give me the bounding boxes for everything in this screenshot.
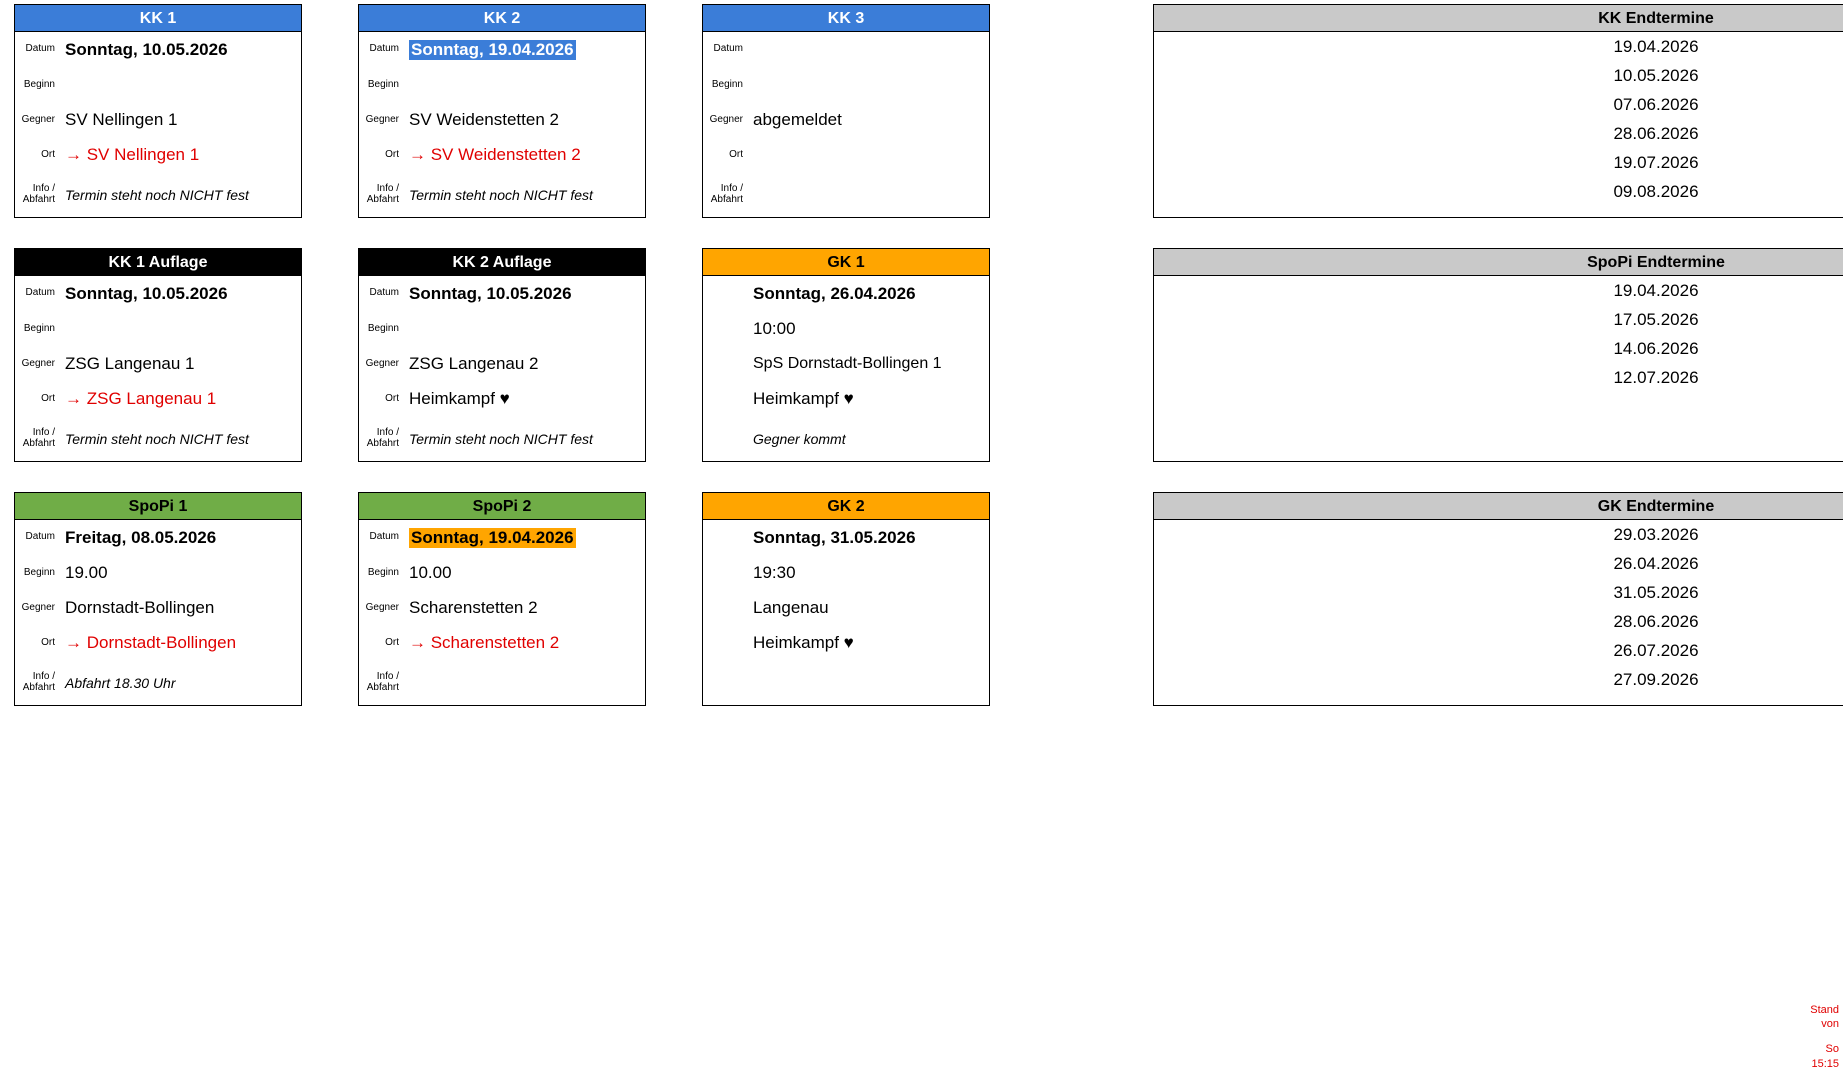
label-info: Info / Abfahrt xyxy=(366,671,399,693)
card-body xyxy=(702,276,990,462)
value-info: Termin steht noch NICHT fest xyxy=(409,186,593,203)
value-datum: Freitag, 08.05.2026 xyxy=(65,527,217,547)
deadline-block-gk xyxy=(1153,492,1843,706)
card-row xyxy=(14,248,990,462)
card-title: SpoPi 1 xyxy=(14,492,302,520)
value-info: Termin steht noch NICHT fest xyxy=(65,186,249,203)
match-card-kk3[interactable] xyxy=(702,4,990,218)
value-gegner: Scharenstetten 2 xyxy=(409,598,538,618)
label-gegner: Gegner xyxy=(365,601,399,613)
field-info xyxy=(359,417,645,461)
card-title: GK 1 xyxy=(702,248,990,276)
value-datum: Sonntag, 26.04.2026 xyxy=(753,283,916,303)
card-row xyxy=(14,492,990,706)
value-ort: Heimkampf ♥ xyxy=(409,389,510,409)
deadline-row: 26.07.2026 xyxy=(1613,641,1699,660)
value-datum: Sonntag, 31.05.2026 xyxy=(753,527,916,547)
label-datum: Datum xyxy=(369,287,399,299)
label-beginn: Beginn xyxy=(367,78,399,90)
value-ort: → SV Nellingen 1 xyxy=(65,145,200,165)
deadline-body xyxy=(1153,520,1843,706)
label-beginn: Beginn xyxy=(23,566,55,578)
field-gegner xyxy=(703,102,989,137)
value-ort: Heimkampf ♥ xyxy=(753,633,854,653)
card-body xyxy=(358,276,646,462)
field-gegner xyxy=(359,102,645,137)
label-ort: Ort xyxy=(385,149,399,161)
field-ort xyxy=(703,626,989,661)
label-info: Info / Abfahrt xyxy=(710,183,743,205)
match-card-kk2-auflage[interactable] xyxy=(358,248,646,462)
label-info: Info / Abfahrt xyxy=(366,183,399,205)
label-datum: Datum xyxy=(369,531,399,543)
card-body xyxy=(358,32,646,218)
field-datum xyxy=(703,32,989,67)
deadline-row: 19.04.2026 xyxy=(1613,281,1699,300)
field-info xyxy=(703,417,989,461)
match-card-spopi2[interactable] xyxy=(358,492,646,706)
deadline-title: SpoPi Endtermine xyxy=(1153,248,1843,276)
label-ort: Ort xyxy=(385,393,399,405)
field-gegner xyxy=(15,590,301,625)
field-ort xyxy=(703,138,989,173)
field-info xyxy=(359,661,645,705)
match-card-grid xyxy=(14,4,990,706)
deadline-row: 29.03.2026 xyxy=(1613,525,1699,544)
deadline-row: 19.04.2026 xyxy=(1613,37,1699,56)
value-beginn: 10.00 xyxy=(409,562,452,582)
label-beginn: Beginn xyxy=(367,322,399,334)
match-card-spopi1[interactable] xyxy=(14,492,302,706)
field-ort xyxy=(15,138,301,173)
value-info: Termin steht noch NICHT fest xyxy=(65,430,249,447)
value-datum: Sonntag, 10.05.2026 xyxy=(65,283,228,303)
deadline-row: 07.06.2026 xyxy=(1613,95,1699,114)
field-gegner xyxy=(15,346,301,381)
label-info: Info / Abfahrt xyxy=(22,671,55,693)
field-datum xyxy=(703,520,989,555)
deadline-row: 10.05.2026 xyxy=(1613,66,1699,85)
deadline-row: 12.07.2026 xyxy=(1613,368,1699,387)
label-gegner: Gegner xyxy=(365,113,399,125)
field-ort xyxy=(359,626,645,661)
field-gegner xyxy=(359,346,645,381)
value-info: Abfahrt 18.30 Uhr xyxy=(65,674,176,691)
value-beginn: 19.00 xyxy=(65,562,108,582)
field-ort xyxy=(15,382,301,417)
value-gegner: Langenau xyxy=(753,598,829,618)
field-beginn xyxy=(703,67,989,102)
field-datum xyxy=(15,276,301,311)
status-stamp xyxy=(1810,1003,1839,1072)
field-datum xyxy=(15,32,301,67)
card-body xyxy=(14,276,302,462)
label-gegner: Gegner xyxy=(21,357,55,369)
field-datum xyxy=(359,32,645,67)
card-title: KK 2 Auflage xyxy=(358,248,646,276)
stamp-line-4: 15:15 xyxy=(1811,1058,1839,1071)
field-info xyxy=(15,661,301,705)
card-row xyxy=(14,4,990,218)
card-title: KK 2 xyxy=(358,4,646,32)
label-ort: Ort xyxy=(41,149,55,161)
deadline-row: 31.05.2026 xyxy=(1613,583,1699,602)
match-card-kk2[interactable] xyxy=(358,4,646,218)
value-datum: Sonntag, 19.04.2026 xyxy=(411,39,574,59)
card-title: KK 1 xyxy=(14,4,302,32)
value-ort: Heimkampf ♥ xyxy=(753,389,854,409)
field-datum xyxy=(703,276,989,311)
field-gegner xyxy=(359,590,645,625)
label-gegner: Gegner xyxy=(365,357,399,369)
card-title: KK 3 xyxy=(702,4,990,32)
label-beginn: Beginn xyxy=(711,78,743,90)
value-gegner: ZSG Langenau 2 xyxy=(409,354,539,374)
value-gegner: ZSG Langenau 1 xyxy=(65,354,195,374)
field-beginn xyxy=(703,311,989,346)
label-beginn: Beginn xyxy=(23,322,55,334)
deadline-block-kk xyxy=(1153,4,1843,218)
stamp-line-2: von xyxy=(1821,1018,1839,1031)
field-beginn xyxy=(15,67,301,102)
label-ort: Ort xyxy=(729,149,743,161)
deadline-row: 28.06.2026 xyxy=(1613,612,1699,631)
deadline-row: 27.09.2026 xyxy=(1613,670,1699,689)
match-card-kk1-auflage[interactable] xyxy=(14,248,302,462)
deadline-body xyxy=(1153,32,1843,218)
field-ort xyxy=(359,138,645,173)
field-info xyxy=(15,417,301,461)
value-info: Termin steht noch NICHT fest xyxy=(409,430,593,447)
match-card-kk1[interactable] xyxy=(14,4,302,218)
label-datum: Datum xyxy=(713,43,743,55)
value-ort: → Dornstadt-Bollingen xyxy=(65,633,237,653)
label-gegner: Gegner xyxy=(709,113,743,125)
field-ort xyxy=(703,382,989,417)
card-body xyxy=(14,520,302,706)
deadline-row: 28.06.2026 xyxy=(1613,124,1699,143)
label-ort: Ort xyxy=(385,637,399,649)
value-ort: → SV Weidenstetten 2 xyxy=(409,145,581,165)
field-info xyxy=(703,661,989,705)
card-title: KK 1 Auflage xyxy=(14,248,302,276)
card-body xyxy=(702,520,990,706)
label-datum: Datum xyxy=(25,43,55,55)
field-info xyxy=(359,173,645,217)
deadline-title: GK Endtermine xyxy=(1153,492,1843,520)
deadline-tables xyxy=(1153,4,1843,736)
field-beginn xyxy=(703,555,989,590)
card-title: GK 2 xyxy=(702,492,990,520)
value-info: Gegner kommt xyxy=(753,430,846,447)
card-title: SpoPi 2 xyxy=(358,492,646,520)
match-card-gk2[interactable] xyxy=(702,492,990,706)
deadline-row: 19.07.2026 xyxy=(1613,153,1699,172)
value-datum: Sonntag, 19.04.2026 xyxy=(411,527,574,547)
deadline-row: 26.04.2026 xyxy=(1613,554,1699,573)
value-gegner: Dornstadt-Bollingen xyxy=(65,598,215,618)
label-info: Info / Abfahrt xyxy=(366,427,399,449)
stamp-gap xyxy=(1810,1032,1839,1042)
value-gegner: SV Nellingen 1 xyxy=(65,110,178,130)
field-datum xyxy=(15,520,301,555)
label-beginn: Beginn xyxy=(367,566,399,578)
label-info: Info / Abfahrt xyxy=(22,183,55,205)
field-gegner xyxy=(703,590,989,625)
field-gegner xyxy=(703,346,989,381)
field-beginn xyxy=(359,67,645,102)
field-gegner xyxy=(15,102,301,137)
match-card-gk1[interactable] xyxy=(702,248,990,462)
label-ort: Ort xyxy=(41,637,55,649)
card-body xyxy=(14,32,302,218)
value-beginn: 19:30 xyxy=(753,562,796,582)
value-ort: → ZSG Langenau 1 xyxy=(65,389,217,409)
label-gegner: Gegner xyxy=(21,601,55,613)
label-gegner: Gegner xyxy=(21,113,55,125)
card-body xyxy=(358,520,646,706)
value-datum: Sonntag, 10.05.2026 xyxy=(409,283,572,303)
deadline-title: KK Endtermine xyxy=(1153,4,1843,32)
value-gegner: abgemeldet xyxy=(753,110,842,130)
field-beginn xyxy=(359,311,645,346)
field-beginn xyxy=(15,311,301,346)
field-beginn xyxy=(15,555,301,590)
label-datum: Datum xyxy=(369,43,399,55)
deadline-row: 09.08.2026 xyxy=(1613,182,1699,201)
label-beginn: Beginn xyxy=(23,78,55,90)
value-gegner: SV Weidenstetten 2 xyxy=(409,110,559,130)
deadline-row: 17.05.2026 xyxy=(1613,310,1699,329)
field-ort xyxy=(359,382,645,417)
label-datum: Datum xyxy=(25,287,55,299)
field-datum xyxy=(359,276,645,311)
stamp-line-1: Stand xyxy=(1810,1003,1839,1016)
field-info xyxy=(703,173,989,217)
field-info xyxy=(15,173,301,217)
deadline-block-spopi xyxy=(1153,248,1843,462)
deadline-row: 14.06.2026 xyxy=(1613,339,1699,358)
value-ort: → Scharenstetten 2 xyxy=(409,633,560,653)
value-datum: Sonntag, 10.05.2026 xyxy=(65,39,228,59)
value-beginn: 10:00 xyxy=(753,318,796,338)
label-datum: Datum xyxy=(25,531,55,543)
field-beginn xyxy=(359,555,645,590)
field-ort xyxy=(15,626,301,661)
stamp-line-3: So xyxy=(1825,1043,1839,1056)
card-body xyxy=(702,32,990,218)
label-ort: Ort xyxy=(41,393,55,405)
deadline-body xyxy=(1153,276,1843,462)
label-info: Info / Abfahrt xyxy=(22,427,55,449)
value-gegner: SpS Dornstadt-Bollingen 1 xyxy=(753,355,942,373)
field-datum xyxy=(359,520,645,555)
